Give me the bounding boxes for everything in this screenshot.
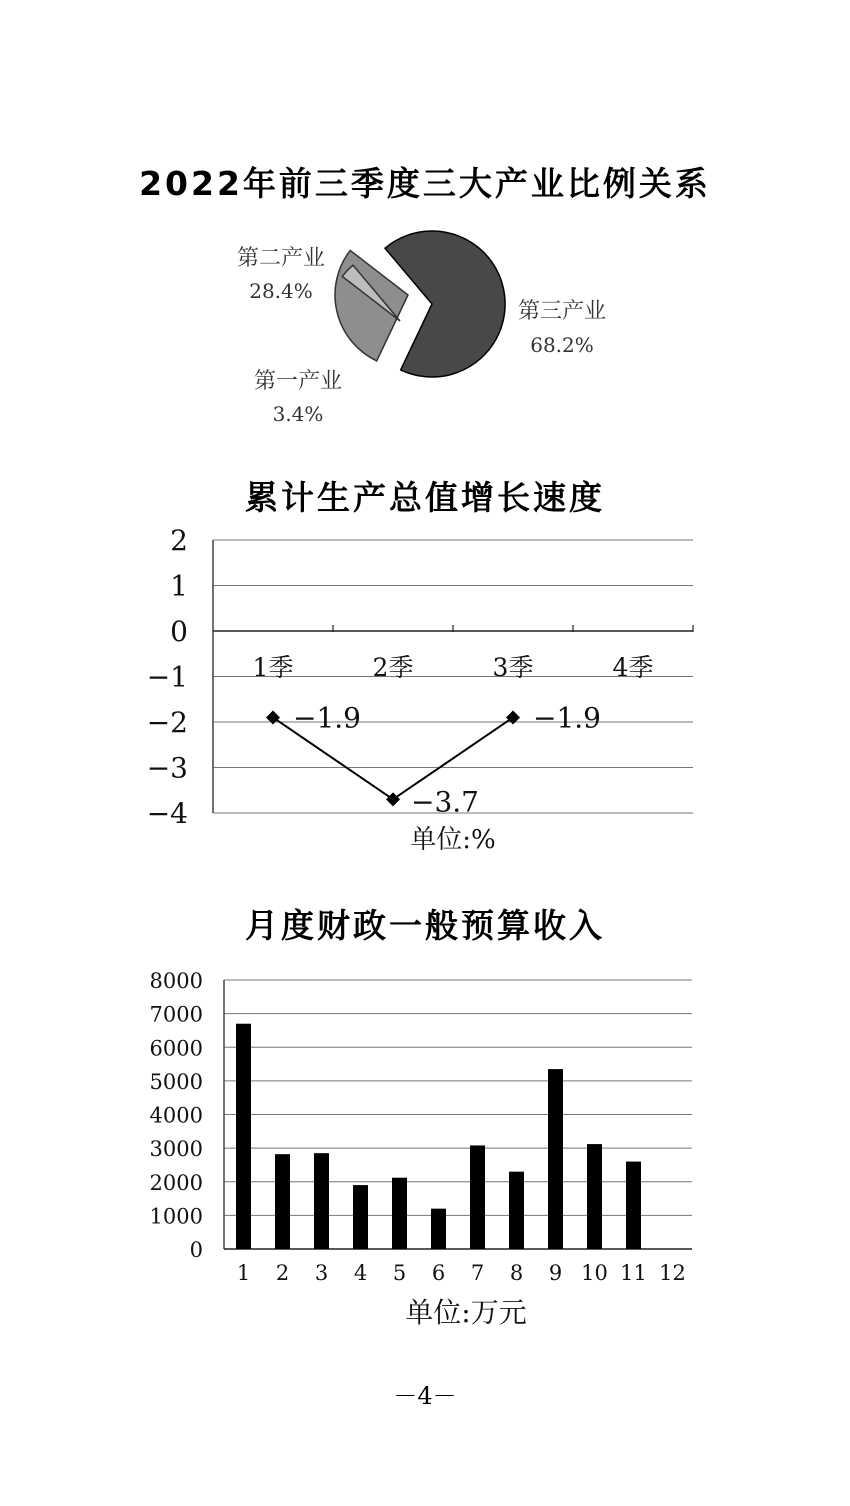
bar	[392, 1178, 407, 1249]
page-number: －4－	[393, 1382, 457, 1410]
pie-label-tertiary-value: 68.2%	[530, 333, 594, 357]
bar-category-label: 4	[353, 1261, 368, 1285]
bar-category-label: 12	[659, 1261, 686, 1285]
line-y-tick-label: 0	[170, 615, 188, 648]
bar-y-tick-label: 8000	[149, 969, 203, 993]
bar-y-tick-label: 4000	[149, 1103, 203, 1128]
line-category-label: 4季	[612, 653, 654, 682]
line-data-label: −1.9	[533, 701, 601, 735]
bar-category-label: 8	[509, 1261, 524, 1285]
pie-label-primary-value: 3.4%	[272, 402, 324, 426]
bar	[236, 1024, 251, 1249]
bar-y-tick-label: 6000	[149, 1036, 203, 1061]
line-y-tick-label: −2	[146, 706, 188, 739]
bar-y-tick-label: 1000	[149, 1204, 203, 1229]
bar	[431, 1209, 446, 1249]
bar	[470, 1145, 485, 1249]
line-chart-title: 累计生产总值增长速度	[245, 478, 605, 517]
line-unit-label: 单位:%	[410, 825, 496, 855]
bar	[626, 1162, 641, 1249]
bar-y-tick-label: 7000	[149, 1002, 203, 1027]
line-y-tick-label: −4	[146, 797, 188, 830]
line-data-label: −3.7	[411, 785, 479, 819]
bar-y-tick-label: 0	[189, 1238, 203, 1262]
bar-chart-title: 月度财政一般预算收入	[245, 906, 605, 945]
line-category-label: 2季	[372, 653, 414, 682]
line-y-tick-label: 2	[170, 524, 188, 557]
bar-unit-label: 单位:万元	[405, 1296, 527, 1329]
bar-y-tick-label: 5000	[149, 1069, 203, 1094]
bar-y-tick-label: 3000	[149, 1137, 203, 1162]
bar	[509, 1172, 524, 1249]
pie-label-tertiary-name: 第三产业	[517, 299, 607, 324]
bar-category-label: 7	[470, 1261, 485, 1285]
bar-category-label: 10	[581, 1261, 608, 1285]
bar-y-tick-label: 2000	[149, 1170, 203, 1195]
bar	[587, 1144, 602, 1249]
bar-category-label: 2	[275, 1261, 290, 1285]
line-data-label: −1.9	[293, 701, 361, 735]
pie-label-primary-name: 第一产业	[253, 369, 343, 394]
bar-category-label: 5	[392, 1261, 407, 1285]
pie-chart-title: 2022年前三季度三大产业比例关系	[139, 164, 711, 203]
bar-category-label: 1	[236, 1261, 251, 1285]
line-y-tick-label: −3	[146, 751, 188, 785]
bar-category-label: 3	[314, 1261, 329, 1285]
line-category-label: 3季	[492, 653, 534, 682]
bar	[275, 1154, 290, 1249]
line-y-tick-label: −1	[146, 660, 188, 694]
bar	[548, 1069, 563, 1249]
pie-label-secondary-name: 第二产业	[236, 246, 326, 271]
bar	[353, 1185, 368, 1249]
bar	[314, 1153, 329, 1249]
line-y-tick-label: 1	[170, 569, 188, 603]
bar-category-label: 11	[620, 1261, 647, 1285]
bar-category-label: 9	[548, 1261, 563, 1285]
pie-label-secondary-value: 28.4%	[249, 279, 313, 303]
line-category-label: 1季	[252, 653, 294, 682]
bar-category-label: 6	[431, 1261, 446, 1285]
